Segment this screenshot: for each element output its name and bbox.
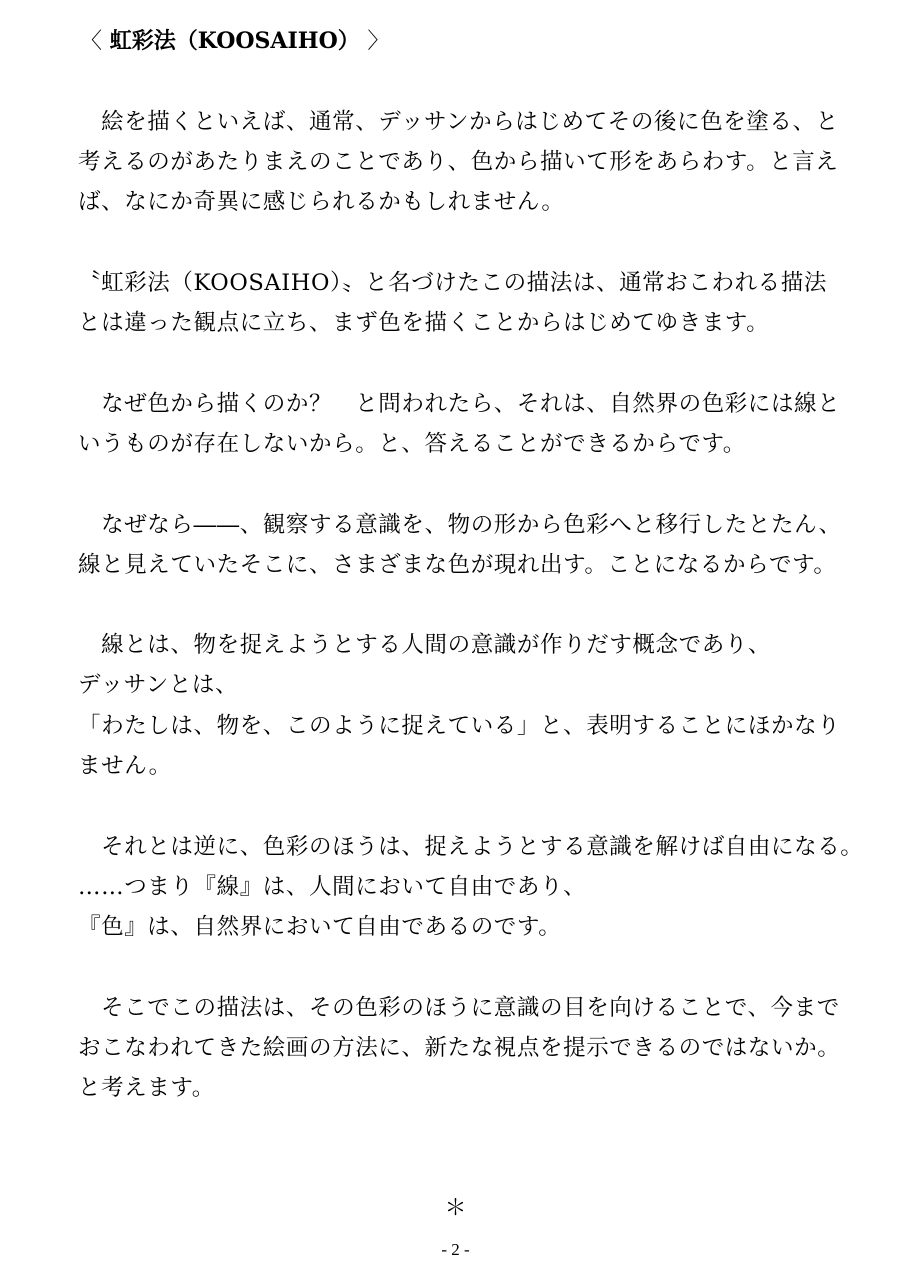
- paragraph-3-line-1: なぜ色から描くのか？ と問われたら、それは、自然界の色彩には線と: [78, 391, 841, 417]
- paragraph-7-line-1: そこでこの描法は、その色彩のほうに意識の目を向けることで、今まで: [78, 995, 840, 1021]
- heading-close-bracket: 〉: [367, 29, 390, 54]
- paragraph-7-line-2: おこなわれてきた絵画の方法に、新たな視点を提示できるのではないか。: [78, 1035, 841, 1061]
- paragraph-3-line-2: いうものが存在しないから。と、答えることができるからです。: [78, 431, 746, 457]
- paragraph-1-line-1: 絵を描くといえば、通常、デッサンからはじめてその後に色を塗る、と: [78, 109, 839, 135]
- paragraph-5-line-3: 「わたしは、物を、このように捉えている」と、表明することにほかなり: [78, 713, 841, 739]
- paragraph-2-line-2: とは違った観点に立ち、まず色を描くことからはじめてゆきます。: [78, 310, 770, 336]
- paragraph-6-line-1: それとは逆に、色彩のほうは、捉えようとする意識を解けば自由になる。: [78, 834, 864, 860]
- paragraph-6-line-3: 『色』は、自然界において自由であるのです。: [78, 914, 562, 940]
- paragraph-4-line-1: なぜなら――、観察する意識を、物の形から色彩へと移行したとたん、: [78, 512, 842, 538]
- heading-open-bracket: 〈: [80, 29, 103, 54]
- page-number: - 2 -: [441, 1240, 470, 1259]
- heading-title: 虹彩法（KOOSAIHO）: [109, 28, 360, 54]
- paragraph-5-line-1: 線とは、物を捉えようとする人間の意識が作りだす概念であり、: [78, 632, 772, 658]
- paragraph-1-line-3: ば、なにか奇異に感じられるかもしれません。: [78, 189, 565, 215]
- paragraph-4-line-2: 線と見えていたそこに、さまざまな色が現れ出す。ことになるからです。: [78, 552, 837, 578]
- paragraph-5-line-2: デッサンとは、: [78, 672, 239, 698]
- paragraph-1-line-2: 考えるのがあたりまえのことであり、色から描いて形をあらわす。と言え: [78, 149, 839, 175]
- section-heading: [80, 26, 389, 57]
- paragraph-2-line-1: 〝虹彩法（KOOSAIHO）〟と名づけたこの描法は、通常おこわれる描法: [78, 270, 827, 296]
- paragraph-7-line-3: と考えます。: [78, 1075, 215, 1101]
- paragraph-5-line-4: ません。: [78, 753, 172, 779]
- paragraph-6-line-2: ……つまり『線』は、人間において自由であり、: [78, 874, 587, 900]
- section-separator-asterisk: ＊: [444, 1196, 467, 1221]
